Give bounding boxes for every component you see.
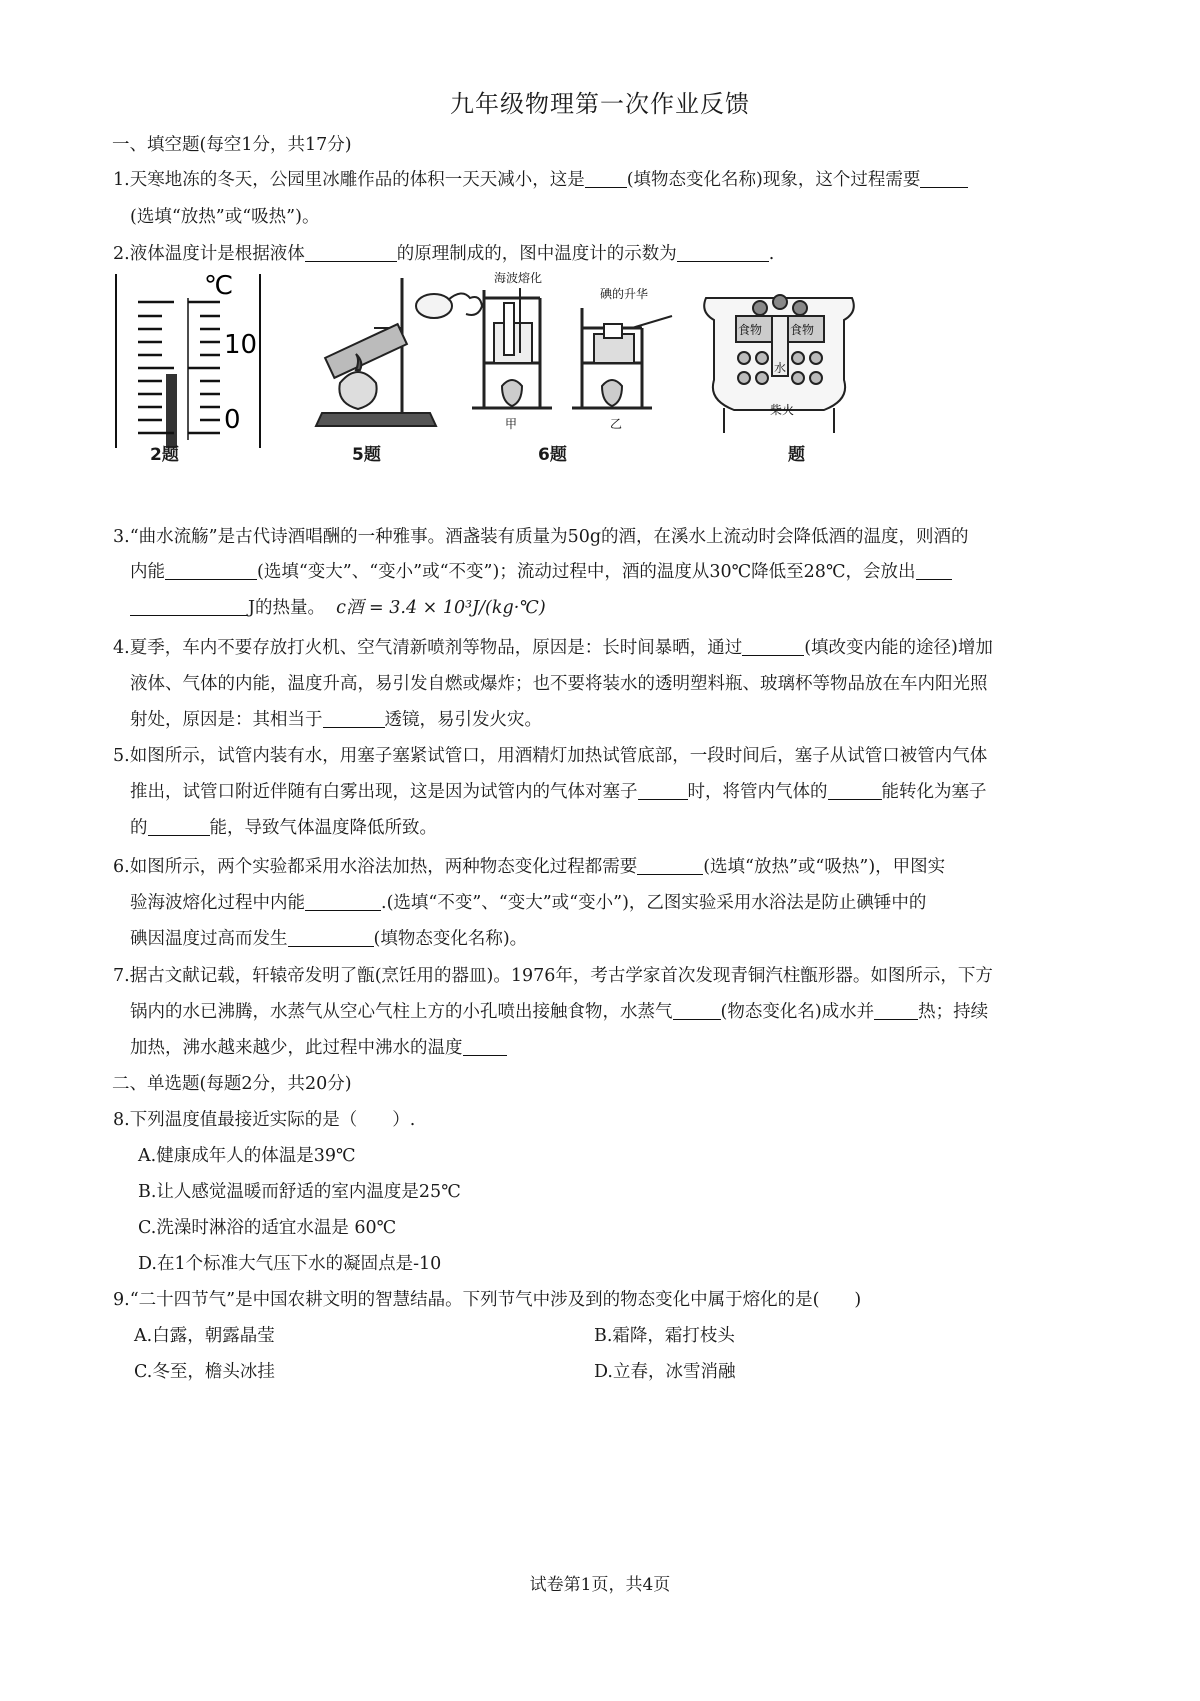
answer-blank	[130, 597, 248, 616]
question-9-option-a[interactable]: A.白露，朝露晶莹	[134, 1326, 275, 1346]
steamer-figure	[704, 295, 854, 433]
label-jia: 甲	[505, 417, 518, 431]
caption-fig-2: 2题	[150, 445, 179, 465]
label-yi: 乙	[610, 417, 623, 431]
answer-blank	[920, 169, 968, 188]
question-7-line-2: 锅内的水已沸腾，水蒸气从空心气柱上方的小孔喷出接触食物，水蒸气 (物态变化名)成水并 热；持续	[130, 1002, 989, 1022]
answer-blank	[323, 709, 385, 728]
water-bath-figure-jia	[472, 270, 552, 431]
question-8-option-b[interactable]: B.让人感觉温暖而舒适的室内温度是25℃	[138, 1182, 461, 1202]
question-3-line-2: 内能 (选填“变大”、“变小”或“不变”)；流动过程中，酒的温度从30℃降低至28℃，会放出	[130, 560, 952, 584]
answer-blank	[874, 1001, 918, 1020]
label-fire: 柴火	[770, 403, 795, 417]
question-7-line-3: 加热，沸水越来越少，此过程中沸水的温度	[130, 1036, 507, 1060]
specific-heat-formula: c酒 = 3.4 × 10³J/(kg·℃)	[336, 598, 546, 618]
answer-blank	[288, 928, 374, 947]
answer-blank	[828, 781, 882, 800]
answer-blank	[148, 817, 210, 836]
question-5-line-3: 的 能，导致气体温度降低所致。	[130, 818, 437, 838]
figures-strip	[112, 268, 942, 508]
section-heading-fill-blank: 一、填空题(每空1分，共17分)	[112, 135, 352, 155]
label-water: 水	[774, 361, 787, 375]
answer-blank	[463, 1037, 507, 1056]
test-tube-figure	[316, 278, 482, 426]
question-3-line-3: J的热量。 c酒 = 3.4 × 10³J/(kg·℃)	[130, 596, 546, 620]
question-5-line-2: 推出，试管口附近伴随有白雾出现，这是因为试管内的气体对塞子 时，将管内气体的 能转化为塞子	[130, 782, 987, 802]
question-9-option-b[interactable]: B.霜降，霜打枝头	[594, 1326, 735, 1346]
question-8-stem: 8.下列温度值最接近实际的是（ ）.	[113, 1110, 416, 1130]
question-1-line-2: (选填“放热”或“吸热”)。	[130, 207, 320, 227]
caption-fig-5: 5题	[352, 445, 381, 465]
question-9-option-d[interactable]: D.立春，冰雪消融	[594, 1362, 736, 1382]
answer-blank	[916, 561, 952, 580]
label-food-1: 食物	[738, 323, 763, 337]
thermometer-unit-label: ℃	[204, 271, 234, 301]
answer-blank	[638, 781, 688, 800]
water-bath-figure-yi	[572, 286, 672, 431]
question-4-line-3: 射处，原因是：其相当于 透镜，易引发火灾。	[130, 710, 542, 730]
label-dian: 碘的升华	[600, 287, 649, 301]
page-title: 九年级物理第一次作业反馈	[450, 90, 750, 118]
question-6-line-2: 验海波熔化过程中内能 .(选填“不变”、“变大”或“变小”)，乙图实验采用水浴法是防止碘锤中的	[130, 893, 927, 913]
question-5-line-1: 5.如图所示，试管内装有水，用塞子塞紧试管口，用酒精灯加热试管底部，一段时间后，塞子从试管口被管内气体	[113, 746, 988, 766]
caption-fig-6: 6题	[538, 445, 567, 465]
question-6-line-1: 6.如图所示，两个实验都采用水浴法加热，两种物态变化过程都需要 (选填“放热”或“吸热”)，甲图实	[113, 857, 946, 877]
thermometer-figure	[116, 271, 260, 448]
question-8-option-a[interactable]: A.健康成年人的体温是39℃	[138, 1146, 356, 1166]
figures-illustration	[112, 268, 942, 508]
question-4-line-2: 液体、气体的内能，温度升高，易引发自燃或爆炸；也不要将装水的透明塑料瓶、玻璃杯等物品放在车内阳光照	[130, 674, 988, 694]
answer-blank	[165, 561, 257, 580]
label-food-2: 食物	[790, 323, 815, 337]
answer-blank	[305, 892, 381, 911]
answer-blank	[742, 637, 804, 656]
thermometer-tick-10: 10	[224, 330, 258, 360]
question-4-line-1: 4.夏季，车内不要存放打火机、空气清新喷剂等物品，原因是：长时间暴晒，通过 (填改变内能的途径)增加	[113, 638, 993, 658]
answer-blank	[677, 243, 769, 262]
question-6-line-3: 碘因温度过高而发生 (填物态变化名称)。	[130, 929, 528, 949]
caption-fig-7: 题	[788, 445, 805, 465]
page-footer: 试卷第1页，共4页	[529, 1575, 671, 1595]
thermometer-tick-0: 0	[224, 405, 241, 435]
label-haibo: 海波熔化	[494, 271, 543, 285]
section-heading-single-choice: 二、单选题(每题2分，共20分)	[112, 1074, 352, 1094]
question-3-line-1: 3.“曲水流觞”是古代诗酒唱酬的一种雅事。酒盏装有质量为50g的酒，在溪水上流动时会降低酒的温度，则酒的	[113, 527, 969, 547]
answer-blank	[673, 1001, 721, 1020]
question-8-option-c[interactable]: C.洗澡时淋浴的适宜水温是 60℃	[138, 1218, 397, 1238]
question-9-option-c[interactable]: C.冬至，檐头冰挂	[134, 1362, 275, 1382]
answer-blank	[585, 169, 627, 188]
answer-blank	[305, 243, 397, 262]
question-9-stem: 9.“二十四节气”是中国农耕文明的智慧结晶。下列节气中涉及到的物态变化中属于熔化的是( )	[113, 1290, 862, 1310]
question-2: 2.液体温度计是根据液体 的原理制成的，图中温度计的示数为 .	[113, 244, 775, 264]
question-8-option-d[interactable]: D.在1个标准大气压下水的凝固点是-10	[138, 1254, 442, 1274]
question-7-line-1: 7.据古文献记载，轩辕帝发明了甑(烹饪用的器皿)。1976年，考古学家首次发现青铜汽柱甑形器。如图所示，下方	[113, 966, 993, 986]
question-1-line-1: 1.天寒地冻的冬天，公园里冰雕作品的体积一天天减小，这是 (填物态变化名称)现象，这个过程需要	[113, 168, 968, 192]
answer-blank	[637, 856, 703, 875]
